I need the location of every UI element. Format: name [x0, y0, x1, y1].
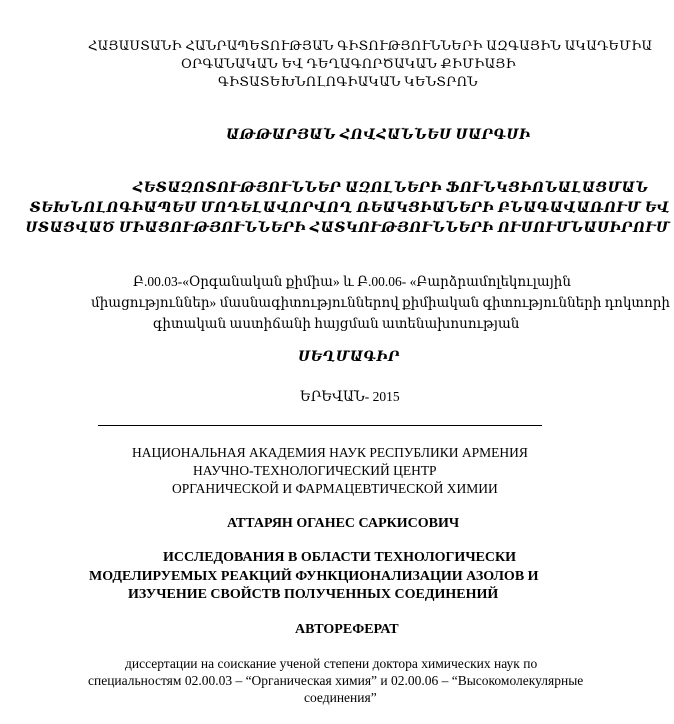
armenian-title-line-1: ՀԵՏԱԶՈՏՈՒԹՅՈՒՆՆԵՐ ԱԶՈԼՆԵՐԻ ՖՈՒՆԿՑԻՈՆԱԼԱՑՄԱՆ	[133, 181, 649, 196]
armenian-institution-line-3: ԳԻՏԱՏԵԽՆՈԼՈԳԻԱԿԱՆ ԿԵՆՏՐՈՆ	[218, 74, 478, 89]
armenian-doc-type: ՍԵՂՄԱԳԻՐ	[298, 350, 400, 365]
armenian-city-year: ԵՐԵՎԱՆ- 2015	[300, 389, 400, 404]
russian-degree-line-3: соединения”	[304, 690, 377, 705]
armenian-title-line-2: ՏԵԽՆՈԼՈԳԻԱՊԵՍ ՄՈԴԵԼԱՎՈՐՎՈՂ ՌԵԱԿՑԻԱՆԵՐԻ ԲՆԱԳԱՎԱՌՈՒՄ ԵՎ	[29, 201, 670, 216]
armenian-institution-line-1: ՀԱՅԱՍՏԱՆԻ ՀԱՆՐԱՊԵՏՈՒԹՅԱՆ ԳԻՏՈՒԹՅՈՒՆՆԵՐԻ ԱԶԳԱՅԻՆ ԱԿԱԴԵՄԻԱ	[88, 38, 653, 53]
armenian-institution-line-2: ՕՐԳԱՆԱԿԱՆ ԵՎ ԴԵՂԱԳՈՐԾԱԿԱՆ ՔԻՄԻԱՅԻ	[181, 56, 516, 71]
armenian-degree-line-2: միացություններ» մասնագիտություններով քիմիական գիտությունների դոկտորի	[91, 295, 670, 310]
russian-title-line-2: МОДЕЛИРУЕМЫХ РЕАКЦИЙ ФУНКЦИОНАЛИЗАЦИИ АЗОЛОВ И	[89, 569, 539, 584]
armenian-degree-line-1: Բ.00.03-«Օրգանական քիմիա» և Բ.00.06- «Բարձրամոլեկուլային	[133, 274, 571, 289]
armenian-degree-line-3: գիտական աստիճանի հայցման ատենախոսության	[153, 316, 520, 331]
russian-title-line-1: ИССЛЕДОВАНИЯ В ОБЛАСТИ ТЕХНОЛОГИЧЕСКИ	[163, 550, 517, 565]
armenian-author: ԱԹԹԱՐՅԱՆ ՀՈՎՀԱՆՆԵՍ ՍԱՐԳՍԻ	[226, 128, 531, 143]
russian-institution-line-3: ОРГАНИЧЕСКОЙ И ФАРМАЦЕВТИЧЕСКОЙ ХИМИИ	[172, 481, 498, 496]
russian-degree-line-2: специальностям 02.00.03 – “Органическая химия” и 02.00.06 – “Высокомолекулярные	[88, 673, 584, 688]
armenian-title-line-3: ՍՏԱՑՎԱԾ ՄԻԱՑՈՒԹՅՈՒՆՆԵՐԻ ՀԱՏԿՈՒԹՅՈՒՆՆԵՐԻ ՈՒՍՈՒՄՆԱՍԻՐՈՒՄ	[25, 221, 670, 236]
russian-institution-line-2: НАУЧНО-ТЕХНОЛОГИЧЕСКИЙ ЦЕНТР	[193, 463, 437, 478]
russian-degree-line-1: диссертации на соискание ученой степени доктора химических наук по	[125, 656, 538, 671]
russian-author: АТТАРЯН ОГАНЕС САРКИСОВИЧ	[227, 516, 460, 531]
russian-doc-type: АВТОРЕФЕРАТ	[295, 622, 399, 637]
section-divider	[98, 425, 542, 426]
russian-title-line-3: ИЗУЧЕНИЕ СВОЙСТВ ПОЛУЧЕННЫХ СОЕДИНЕНИЙ	[128, 587, 499, 602]
russian-institution-line-1: НАЦИОНАЛЬНАЯ АКАДЕМИЯ НАУК РЕСПУБЛИКИ АРМЕНИЯ	[132, 445, 528, 460]
